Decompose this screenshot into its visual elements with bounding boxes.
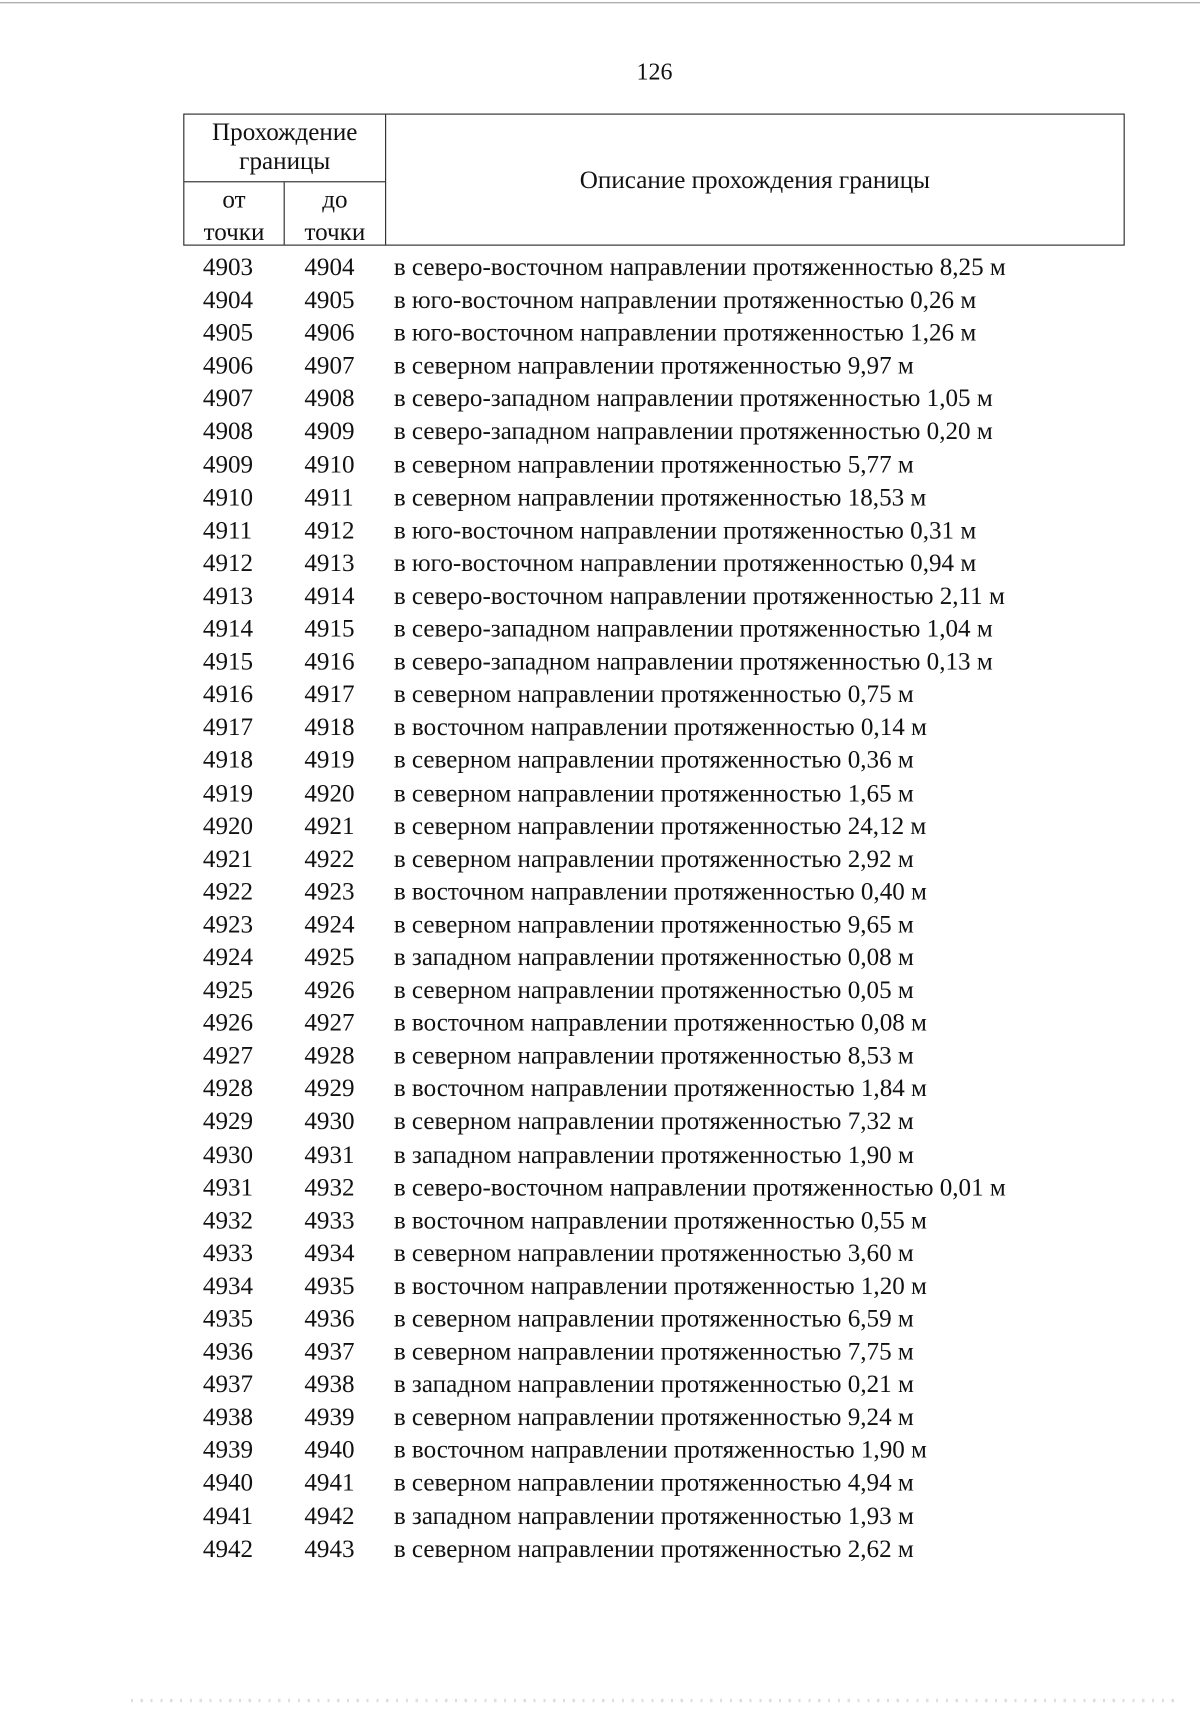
from-point-cell: 4915 [202,647,254,675]
table-row [183,350,1165,383]
description-cell: в северном направлении протяженностью 7,75 м [393,1337,914,1365]
table-row [183,1335,1165,1368]
table-row [183,514,1165,547]
header-passage [184,119,385,175]
table-row [183,1204,1165,1237]
from-point-cell: 4938 [202,1403,254,1431]
from-point-cell: 4940 [202,1468,254,1497]
from-point-cell: 4923 [202,910,254,938]
description-cell: в северном направлении протяженностью 9,24 м [393,1403,914,1431]
description-cell: в северном направлении протяженностью 18,53 м [393,483,927,511]
from-point-cell: 4906 [202,351,254,380]
table-row [183,1368,1165,1401]
description-cell: в северном направлении протяженностью 0,36 м [393,746,914,774]
from-point-cell: 4905 [202,319,254,347]
boundary-table-body [183,251,1165,1565]
from-point-cell: 4941 [202,1501,254,1530]
from-point-cell: 4903 [202,253,254,281]
to-point-cell: 4920 [304,778,355,807]
to-point-cell: 4921 [304,811,355,840]
description-cell: в северо-восточном направлении протяженностью 2,11 м [393,581,1005,610]
table-row [183,415,1165,448]
description-cell: в северном направлении протяженностью 4,94 м [393,1468,914,1497]
description-cell: в западном направлении протяженностью 1,93 м [393,1501,914,1530]
table-row [183,1171,1165,1204]
to-point-cell: 4911 [304,483,354,511]
to-point-cell: 4934 [304,1238,355,1267]
to-point-cell: 4938 [304,1370,355,1398]
to-point-cell: 4923 [304,877,355,905]
from-point-cell: 4935 [202,1304,254,1332]
description-cell: в северном направлении протяженностью 7,32 м [393,1107,914,1135]
header-from-line1: от [222,185,246,213]
table-row [183,1401,1165,1434]
from-point-cell: 4904 [202,286,254,314]
from-point-cell: 4914 [202,614,254,643]
from-point-cell: 4909 [202,450,254,478]
from-point-cell: 4929 [202,1107,254,1135]
description-cell: в северном направлении протяженностью 24,12 м [393,811,927,840]
from-point-cell: 4921 [202,844,254,873]
description-cell: в северном направлении протяженностью 5,77 м [393,450,914,478]
table-row [183,843,1165,876]
to-point-cell: 4939 [304,1403,355,1431]
description-cell: в юго-восточном направлении протяженностью 1,26 м [393,319,977,347]
description-cell: в северо-западном направлении протяженностью 1,05 м [393,384,993,413]
to-point-cell: 4922 [304,844,355,873]
description-cell: в западном направлении протяженностью 0,08 м [393,943,914,971]
description-cell: в восточном направлении протяженностью 1,20 м [393,1271,927,1300]
scan-artifact [131,1699,1178,1702]
from-point-cell: 4919 [202,778,254,807]
from-point-cell: 4918 [202,746,254,774]
to-point-cell: 4909 [304,417,355,445]
description-cell: в северо-западном направлении протяженностью 0,13 м [393,647,993,675]
description-cell: в северо-западном направлении протяженностью 1,04 м [393,614,993,643]
from-point-cell: 4927 [202,1041,254,1070]
from-point-cell: 4942 [202,1534,254,1562]
table-header [183,114,1124,246]
table-row [183,711,1165,744]
description-cell: в северо-восточном направлении протяженностью 0,01 м [393,1173,1006,1201]
from-point-cell: 4932 [202,1206,254,1234]
header-to-point [285,187,385,246]
description-cell: в восточном направлении протяженностью 1,84 м [393,1074,927,1103]
table-row [183,1270,1165,1303]
from-point-cell: 4913 [202,581,254,610]
table-row [183,1303,1165,1336]
description-cell: в восточном направлении протяженностью 1,90 м [393,1436,927,1464]
table-row [183,1500,1165,1533]
from-point-cell: 4939 [202,1436,254,1464]
table-row [183,1237,1165,1270]
from-point-cell: 4928 [202,1074,254,1103]
to-point-cell: 4930 [304,1107,355,1135]
from-point-cell: 4937 [202,1370,254,1398]
description-cell: в юго-восточном направлении протяженностью 0,31 м [393,516,977,544]
to-point-cell: 4926 [304,976,355,1004]
table-row [183,448,1165,481]
description-cell: в северо-восточном направлении протяженностью 8,25 м [393,253,1006,281]
table-row [183,1467,1165,1500]
from-point-cell: 4907 [202,384,254,413]
description-cell: в северном направлении протяженностью 6,59 м [393,1304,914,1332]
table-row [183,1434,1165,1467]
table-row [183,974,1165,1007]
from-point-cell: 4926 [202,1008,254,1037]
description-cell: в северном направлении протяженностью 8,53 м [393,1041,914,1070]
from-point-cell: 4917 [202,713,254,741]
from-point-cell: 4920 [202,811,254,840]
header-divider-passage [184,181,385,182]
table-row [183,678,1165,711]
to-point-cell: 4927 [304,1008,355,1037]
description-cell: в западном направлении протяженностью 0,21 м [393,1370,914,1398]
to-point-cell: 4940 [304,1436,355,1464]
table-row [183,875,1165,908]
to-point-cell: 4919 [304,746,355,774]
to-point-cell: 4941 [304,1468,355,1497]
to-point-cell: 4936 [304,1304,355,1332]
description-cell: в северном направлении протяженностью 0,05 м [393,976,914,1004]
header-to-line2: точки [304,218,366,246]
to-point-cell: 4907 [304,351,355,380]
table-row [183,547,1165,580]
description-cell: в восточном направлении протяженностью 0,55 м [393,1206,927,1234]
to-point-cell: 4910 [304,450,355,478]
description-cell: в восточном направлении протяженностью 0,40 м [393,877,927,905]
table-row [183,777,1165,810]
to-point-cell: 4915 [304,614,355,643]
description-cell: в северном направлении протяженностью 3,60 м [393,1238,914,1267]
to-point-cell: 4935 [304,1271,355,1300]
table-row [183,580,1165,613]
to-point-cell: 4929 [304,1074,355,1103]
description-cell: в восточном направлении протяженностью 0,08 м [393,1008,927,1037]
header-description: Описание прохождения границы [579,165,931,194]
from-point-cell: 4908 [202,417,254,445]
top-edge-rule [0,2,1200,3]
description-cell: в восточном направлении протяженностью 0,14 м [393,713,927,741]
description-cell: в юго-восточном направлении протяженностью 0,94 м [393,549,977,577]
page-number: 126 [636,57,673,86]
from-point-cell: 4930 [202,1140,254,1168]
from-point-cell: 4912 [202,549,254,577]
to-point-cell: 4942 [304,1501,355,1530]
from-point-cell: 4924 [202,943,254,971]
to-point-cell: 4906 [304,319,355,347]
from-point-cell: 4910 [202,483,254,511]
table-row [183,251,1165,284]
header-from-point [184,187,283,246]
to-point-cell: 4913 [304,549,355,577]
to-point-cell: 4917 [304,680,355,708]
header-from-line2: точки [203,218,265,246]
to-point-cell: 4937 [304,1337,355,1365]
table-row [183,1533,1165,1566]
from-point-cell: 4931 [202,1173,254,1201]
table-row [183,613,1165,646]
to-point-cell: 4914 [304,581,355,610]
to-point-cell: 4905 [304,286,355,314]
to-point-cell: 4912 [304,516,355,544]
description-cell: в северном направлении протяженностью 9,97 м [393,351,914,380]
table-row [183,1105,1165,1138]
from-point-cell: 4922 [202,877,254,905]
to-point-cell: 4904 [304,253,355,281]
to-point-cell: 4916 [304,647,355,675]
description-cell: в западном направлении протяженностью 1,90 м [393,1140,914,1168]
to-point-cell: 4908 [304,384,355,413]
description-cell: в северо-западном направлении протяженностью 0,20 м [393,417,993,445]
from-point-cell: 4934 [202,1271,254,1300]
table-row [183,1007,1165,1040]
from-point-cell: 4936 [202,1337,254,1365]
header-passage-line2: границы [239,147,331,175]
from-point-cell: 4933 [202,1238,254,1267]
description-cell: в северном направлении протяженностью 9,65 м [393,910,914,938]
to-point-cell: 4933 [304,1206,355,1234]
table-row [183,645,1165,678]
description-cell: в северном направлении протяженностью 0,75 м [393,680,914,708]
description-cell: в юго-восточном направлении протяженностью 0,26 м [393,286,977,314]
to-point-cell: 4925 [304,943,355,971]
to-point-cell: 4928 [304,1041,355,1070]
header-to-line1: до [322,185,348,213]
from-point-cell: 4911 [202,516,253,544]
table-row [183,317,1165,350]
description-cell: в северном направлении протяженностью 2,62 м [393,1534,914,1562]
description-cell: в северном направлении протяженностью 2,92 м [393,844,914,873]
header-passage-line1: Прохождение [212,117,358,146]
table-row [183,1138,1165,1171]
table-row [183,481,1165,514]
table-row [183,1073,1165,1106]
table-row [183,744,1165,777]
from-point-cell: 4925 [202,976,254,1004]
from-point-cell: 4916 [202,680,254,708]
to-point-cell: 4931 [304,1140,355,1168]
table-row [183,941,1165,974]
table-row [183,383,1165,416]
to-point-cell: 4924 [304,910,355,938]
to-point-cell: 4918 [304,713,355,741]
description-cell: в северном направлении протяженностью 1,65 м [393,778,914,807]
to-point-cell: 4932 [304,1173,355,1201]
table-row [183,810,1165,843]
table-row [183,908,1165,941]
table-row [183,284,1165,317]
to-point-cell: 4943 [304,1534,355,1562]
table-row [183,1040,1165,1073]
